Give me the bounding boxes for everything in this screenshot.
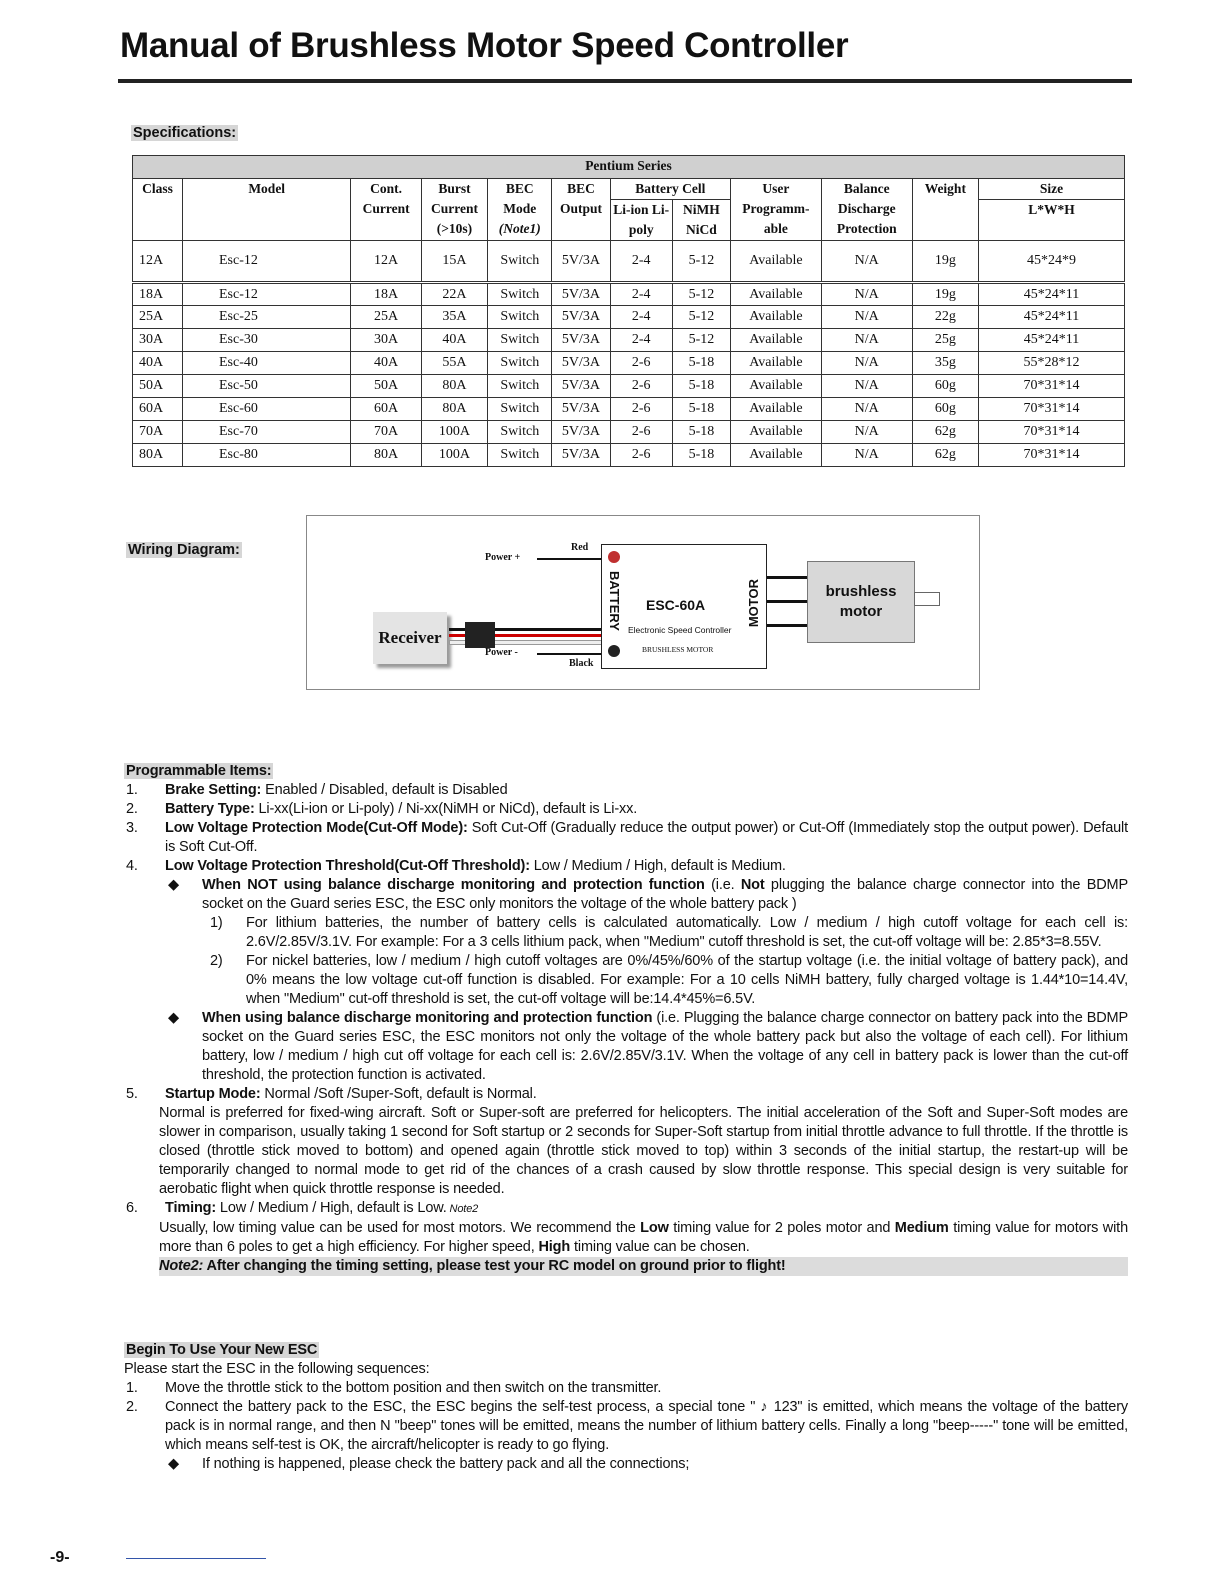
table-cell: 45*24*11 [978,306,1124,329]
table-cell: 100A [421,444,487,467]
table-cell: 2-4 [610,329,672,352]
table-row [133,421,1125,444]
power-plus-label: Power + [485,552,521,563]
table-cell: Available [731,241,822,283]
table-cell: 22g [912,306,978,329]
begin-section [124,1341,1128,1474]
table-cell: 25A [351,306,421,329]
table-cell: Esc-12 [183,283,351,306]
list-item: 1) For lithium batteries, the number of battery cells is calculated automatically. Low / medium / high cutoff voltage for each cell is: 2.6V/2.85V/3.1V. For example: For a 3 cells lithium pack, when "Medium" cutoff threshold is set, the cut-off voltage will be: 2.85*3=8.55V. [210,915,1128,950]
table-cell: 70*31*14 [978,375,1124,398]
table-cell: 5-18 [672,398,730,421]
table-cell: Switch [488,398,552,421]
table-cell: 60g [912,375,978,398]
table-cell: Switch [488,421,552,444]
table-cell: 80A [351,444,421,467]
table-cell: 2-4 [610,241,672,283]
col-class: Class [133,179,183,241]
table-cell: N/A [821,375,912,398]
col-user-programmable: User Programm-able [731,179,822,241]
motor-wire-c [767,624,807,627]
table-cell: Esc-50 [183,375,351,398]
table-row [133,375,1125,398]
table-cell: 25g [912,329,978,352]
table-cell: N/A [821,352,912,375]
table-cell: 19g [912,283,978,306]
table-cell: 55A [421,352,487,375]
begin-intro: Please start the ESC in the following sequences: [124,1361,430,1377]
table-cell: 18A [351,283,421,306]
specifications-heading: Specifications: [133,125,237,141]
motor-side-label: MOTOR [746,579,761,628]
motor-box: brushless motor [807,561,915,643]
servo-plug [465,622,495,648]
table-row [133,398,1125,421]
bullet-icon: ◆ [168,1010,180,1026]
table-cell: 60A [133,398,183,421]
list-item: 2. Battery Type: Li-xx(Li-ion or Li-poly) / Ni-xx(NiMH or NiCd), default is Li-xx. [126,801,638,817]
table-cell: 5-18 [672,375,730,398]
power-minus-wire [537,653,601,655]
table-cell: 100A [421,421,487,444]
list-item: ◆ When using balance discharge monitoring and protection function (i.e. Plugging the balance charge connector on battery pack into the BDMP socket on the Guard series ESC, the ESC monitors not only the voltage of the whole battery pack but also the voltage of each cell). For lithium battery, low / medium / high cut off voltage for each cell is: 2.6V/2.85V/3.1V. When the voltage of any cell in battery pack is lower than the cut-off threshold, the protection function is activated. [168,1010,1128,1083]
table-cell: N/A [821,444,912,467]
list-item: 2. Connect the battery pack to the ESC, the ESC begins the self-test process, a special tone " ♪ 123" is emitted, which means the voltage of the battery pack is in normal range, and then N "beep" tones will be emitted, means the number of lithium battery cells. Finally a long "beep-----" tone will be emitted, which means self-test is OK, the aircraft/helicopter is ready to go flying. [126,1399,1128,1453]
col-liion: Li-ion Li-poly [610,200,672,241]
table-cell: N/A [821,241,912,283]
table-cell: 2-6 [610,444,672,467]
col-battery-cell: Battery Cell [610,179,730,200]
col-balance-discharge: Balance Discharge Protection [821,179,912,241]
table-cell: N/A [821,329,912,352]
series-header: Pentium Series [133,156,1125,179]
table-cell: 5V/3A [552,375,610,398]
table-cell: 5V/3A [552,352,610,375]
list-item: 1. Move the throttle stick to the bottom position and then switch on the transmitter. [126,1380,662,1396]
note2-bar: Note2: After changing the timing setting, please test your RC model on ground prior to flight! [124,1257,1128,1276]
table-cell: 30A [133,329,183,352]
table-cell: 2-6 [610,398,672,421]
table-cell: Available [731,444,822,467]
table-cell: 45*24*9 [978,241,1124,283]
programmable-heading: Programmable Items: [126,763,272,779]
table-cell: 40A [351,352,421,375]
table-cell: N/A [821,398,912,421]
table-cell: 45*24*11 [978,283,1124,306]
table-cell: 5V/3A [552,306,610,329]
table-cell: 5V/3A [552,283,610,306]
table-cell: 80A [421,375,487,398]
col-model: Model [183,179,351,241]
col-nimh: NiMH NiCd [672,200,730,241]
table-cell: 70A [133,421,183,444]
table-cell: Esc-30 [183,329,351,352]
table-row [133,283,1125,306]
table-cell: 5-12 [672,241,730,283]
table-cell: 5-18 [672,444,730,467]
bullet-icon: ◆ [168,877,180,893]
esc-model-label: ESC-60A [646,597,706,613]
footer-line [126,1558,266,1559]
table-cell: N/A [821,283,912,306]
table-cell: Esc-40 [183,352,351,375]
table-cell: N/A [821,421,912,444]
col-bec-output: BEC Output [552,179,610,241]
paragraph: Usually, low timing value can be used for most motors. We recommend the Low timing value for 2 poles motor and Medium timing value for motors with more than 6 poles to get a high efficiency. For higher speed, High timing value can be chosen. [159,1220,1128,1255]
table-cell: 5V/3A [552,421,610,444]
table-cell: Esc-70 [183,421,351,444]
table-cell: 35g [912,352,978,375]
paragraph: Normal is preferred for fixed-wing aircraft. Soft or Super-soft are preferred for helicopters. The initial acceleration of the Soft and Super-Soft modes are slower in comparison, usually taking 1 second for Soft startup or 2 seconds for Super-Soft startup from initial throttle advance to full throttle. If the throttle is closed (throttle stick moved to bottom) and opened again (throttle stick moved to top) within 3 seconds of the initial startup, the restart-up will be temporarily changed to normal mode to get rid of the chances of a crash caused by slow throttle response. This special design is very suitable for aerobatic flight when quick throttle response is needed. [159,1105,1128,1197]
table-cell: 70*31*14 [978,421,1124,444]
col-size-sub: L*W*H [978,200,1124,241]
table-cell: 12A [133,241,183,283]
motor-wire-a [767,576,807,579]
table-cell: 62g [912,444,978,467]
table-cell: 25A [133,306,183,329]
page-number: -9- [50,1549,70,1566]
table-cell: 80A [421,398,487,421]
table-row [133,241,1125,283]
col-size: Size [978,179,1124,200]
table-cell: 50A [351,375,421,398]
col-burst-current: Burst Current (>10s) [421,179,487,241]
table-row [133,352,1125,375]
motor-wire-b [767,600,807,603]
table-cell: Switch [488,283,552,306]
list-item: 2) For nickel batteries, low / medium / high cutoff voltages are 0%/45%/60% of the startup voltage (i.e. the initial voltage of battery pack), and 0% means the low voltage cut-off function is disabled. For example: For a 10 cells NiMH battery, fully charged voltage is 1.44*10=14.4V, when "Medium" cut-off threshold is set, the cut-off voltage will be:14.4*45%=6.5V. [210,953,1128,1007]
table-cell: 55*28*12 [978,352,1124,375]
table-cell: N/A [821,306,912,329]
list-item: ◆ If nothing is happened, please check the battery pack and all the connections; [168,1456,690,1472]
table-cell: Available [731,375,822,398]
table-cell: Switch [488,444,552,467]
battery-side-label: BATTERY [607,571,622,631]
table-cell: Available [731,398,822,421]
table-cell: 70*31*14 [978,398,1124,421]
col-weight: Weight [912,179,978,241]
table-cell: Esc-80 [183,444,351,467]
table-row [133,329,1125,352]
wiring-heading: Wiring Diagram: [128,542,240,558]
table-cell: 2-6 [610,352,672,375]
table-cell: 2-4 [610,306,672,329]
table-cell: Available [731,283,822,306]
table-cell: 5V/3A [552,444,610,467]
bullet-icon: ◆ [168,1456,180,1472]
col-cont-current: Cont. Current [351,179,421,241]
table-cell: Esc-25 [183,306,351,329]
list-item: 6. Timing: Low / Medium / High, default is Low. Note2 [126,1200,479,1216]
table-cell: Switch [488,352,552,375]
power-minus-label: Power - [485,647,518,658]
table-cell: 62g [912,421,978,444]
black-wire-label: Black [569,658,594,669]
table-cell: Available [731,352,822,375]
table-cell: 45*24*11 [978,329,1124,352]
table-cell: 5-12 [672,283,730,306]
table-cell: 2-6 [610,375,672,398]
esc-description: Electronic Speed Controller [628,625,732,635]
page-title: Manual of Brushless Motor Speed Controller [120,26,849,65]
table-cell: 5V/3A [552,329,610,352]
table-cell: Switch [488,329,552,352]
begin-heading: Begin To Use Your New ESC [126,1342,318,1358]
red-wire-label: Red [571,542,589,553]
table-cell: Available [731,306,822,329]
table-cell: 2-6 [610,421,672,444]
table-cell: 80A [133,444,183,467]
table-cell: 5-18 [672,421,730,444]
table-row [133,306,1125,329]
table-cell: 22A [421,283,487,306]
list-item: 5. Startup Mode: Normal /Soft /Super-Soft, default is Normal. [126,1086,537,1102]
motor-shaft [914,592,940,606]
table-cell: 5-18 [672,352,730,375]
table-cell: Switch [488,306,552,329]
receiver-box: Receiver [373,612,447,664]
table-cell: 19g [912,241,978,283]
minus-terminal-icon [608,645,620,657]
list-item: ◆ When NOT using balance discharge monitoring and protection function (i.e. Not plugging the balance charge connector into the BDMP socket on the Guard series ESC, the ESC only monitors the voltage of the whole battery pack ) [168,877,1128,912]
table-cell: 5-12 [672,329,730,352]
table-cell: 30A [351,329,421,352]
table-cell: Switch [488,241,552,283]
table-cell: 12A [351,241,421,283]
spec-table [132,155,1125,467]
table-cell: 2-4 [610,283,672,306]
table-cell: Available [731,421,822,444]
table-cell: 50A [133,375,183,398]
table-cell: 40A [133,352,183,375]
list-item: 3. Low Voltage Protection Mode(Cut-Off Mode): Soft Cut-Off (Gradually reduce the output power) or Cut-Off (Immediately stop the output power). Default is Soft Cut-Off. [126,820,1128,855]
list-item: 1. Brake Setting: Enabled / Disabled, default is Disabled [126,782,508,798]
col-bec-mode: BEC Mode (Note1) [488,179,552,241]
table-cell: 60A [351,398,421,421]
table-cell: 70*31*14 [978,444,1124,467]
table-cell: 40A [421,329,487,352]
power-plus-wire [537,558,601,560]
list-item: 4. Low Voltage Protection Threshold(Cut-Off Threshold): Low / Medium / High, default is Medium. [126,858,786,874]
plus-terminal-icon [608,551,620,563]
title-rule [118,79,1132,83]
table-cell: 5V/3A [552,398,610,421]
table-cell: 70A [351,421,421,444]
esc-box [601,544,767,669]
table-cell: 18A [133,283,183,306]
esc-subtitle: BRUSHLESS MOTOR [642,645,714,654]
table-cell: 5V/3A [552,241,610,283]
wiring-diagram [306,515,980,690]
table-cell: Switch [488,375,552,398]
table-cell: 5-12 [672,306,730,329]
table-row [133,444,1125,467]
table-cell: 35A [421,306,487,329]
table-cell: 60g [912,398,978,421]
table-cell: Esc-60 [183,398,351,421]
table-cell: Esc-12 [183,241,351,283]
programmable-section [124,762,1128,1276]
table-cell: Available [731,329,822,352]
table-cell: 15A [421,241,487,283]
